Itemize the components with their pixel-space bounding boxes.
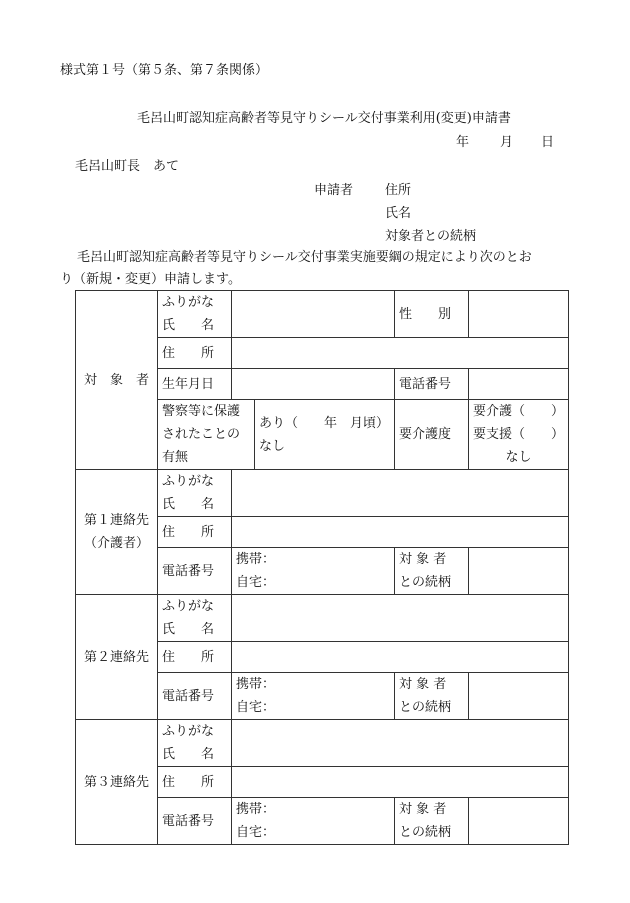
target-gender-label: 性 別 xyxy=(395,291,469,338)
contact3-furigana-name-label xyxy=(158,720,232,767)
applicant-relation-label: 対象者との続柄 xyxy=(385,229,477,244)
care-support-option[interactable]: 要支援（ ） xyxy=(473,427,565,442)
target-address-label: 住 所 xyxy=(158,338,232,369)
form-title: 毛呂山町認知症高齢者等見守りシール交付事業利用(変更)申請書 xyxy=(137,111,511,126)
contact1-furigana-name-label xyxy=(158,470,232,517)
contact2-phone-label: 電話番号 xyxy=(158,673,232,720)
contact3-name-label: 氏 名 xyxy=(162,747,215,762)
contact3-relation-line2: との続柄 xyxy=(399,825,452,840)
contact3-header: 第３連絡先 xyxy=(76,720,158,845)
target-birthdate-label: 生年月日 xyxy=(158,369,232,400)
care-degree-label: 要介護度 xyxy=(395,400,469,470)
contact2-furigana-label: ふりがな xyxy=(162,599,215,614)
contact1-header xyxy=(76,470,158,595)
contact2-name-label: 氏 名 xyxy=(162,622,215,637)
contact3-phone-field[interactable] xyxy=(232,798,395,845)
target-furigana-name-label xyxy=(158,291,232,338)
contact1-relation-field[interactable] xyxy=(469,548,569,595)
contact1-header-line2: （介護者） xyxy=(83,536,149,551)
contact1-furigana-label: ふりがな xyxy=(162,474,215,489)
care-degree-options[interactable] xyxy=(469,400,569,470)
care-need-option[interactable]: 要介護（ ） xyxy=(473,404,565,419)
police-protection-options[interactable] xyxy=(255,400,395,470)
contact3-address-label: 住 所 xyxy=(158,767,232,798)
contact2-home-label: 自宅： xyxy=(236,700,276,715)
contact3-relation-field[interactable] xyxy=(469,798,569,845)
target-name-label: 氏 名 xyxy=(162,318,215,333)
date-month: 月 xyxy=(500,135,514,150)
contact1-address-label: 住 所 xyxy=(158,517,232,548)
applicant-address-label: 住所 xyxy=(385,183,412,198)
contact3-home-label: 自宅： xyxy=(236,825,276,840)
contact2-address-field[interactable] xyxy=(232,642,569,673)
contact1-name-label: 氏 名 xyxy=(162,497,215,512)
contact2-relation-label xyxy=(395,673,469,720)
applicant-name-label: 氏名 xyxy=(385,206,412,221)
application-table xyxy=(75,290,569,845)
contact3-relation-label xyxy=(395,798,469,845)
contact3-name-field[interactable] xyxy=(232,720,569,767)
contact1-phone-label: 電話番号 xyxy=(158,548,232,595)
contact1-header-line1: 第１連絡先 xyxy=(83,513,149,528)
contact3-address-field[interactable] xyxy=(232,767,569,798)
contact3-furigana-label: ふりがな xyxy=(162,724,215,739)
target-phone-field[interactable] xyxy=(469,369,569,400)
target-address-field[interactable] xyxy=(232,338,569,369)
contact2-phone-field[interactable] xyxy=(232,673,395,720)
body-text-line1: 毛呂山町認知症高齢者等見守りシール交付事業実施要綱の規定により次のとお xyxy=(77,250,532,265)
addressee: 毛呂山町長 あて xyxy=(75,159,180,174)
police-protection-label xyxy=(158,400,255,470)
contact3-relation-line1: 対 象 者 xyxy=(399,802,447,817)
contact1-name-field[interactable] xyxy=(232,470,569,517)
contact3-phone-label: 電話番号 xyxy=(158,798,232,845)
police-label-line2: されたことの xyxy=(162,427,241,442)
contact1-relation-label xyxy=(395,548,469,595)
contact1-relation-line1: 対 象 者 xyxy=(399,552,447,567)
target-birthdate-field[interactable] xyxy=(232,369,395,400)
contact1-address-field[interactable] xyxy=(232,517,569,548)
target-furigana-label: ふりがな xyxy=(162,295,215,310)
target-header: 対 象 者 xyxy=(76,291,158,470)
date-year: 年 xyxy=(456,135,470,150)
police-label-line1: 警察等に保護 xyxy=(162,404,241,419)
police-no-option[interactable]: なし xyxy=(259,438,286,454)
body-text-line2: り（新規・変更）申請します。 xyxy=(60,272,241,287)
contact2-relation-field[interactable] xyxy=(469,673,569,720)
contact2-address-label: 住 所 xyxy=(158,642,232,673)
target-gender-field[interactable] xyxy=(469,291,569,338)
applicant-label: 申請者 xyxy=(314,183,354,198)
care-none-option[interactable]: なし xyxy=(505,450,532,465)
police-yes-option[interactable]: あり（ 年 月頃） xyxy=(259,415,390,431)
contact2-furigana-name-label xyxy=(158,595,232,642)
contact2-name-field[interactable] xyxy=(232,595,569,642)
contact2-relation-line2: との続柄 xyxy=(399,700,452,715)
date-day: 日 xyxy=(541,135,555,150)
contact2-relation-line1: 対 象 者 xyxy=(399,677,447,692)
police-label-line3: 有無 xyxy=(162,450,189,465)
contact2-mobile-label: 携帯： xyxy=(236,677,276,692)
contact1-home-label: 自宅： xyxy=(236,575,276,590)
contact1-mobile-label: 携帯： xyxy=(236,552,276,567)
contact3-mobile-label: 携帯： xyxy=(236,802,276,817)
target-name-field[interactable] xyxy=(232,291,395,338)
form-number: 様式第１号（第５条、第７条関係） xyxy=(60,63,269,78)
contact2-header: 第２連絡先 xyxy=(76,595,158,720)
contact1-phone-field[interactable] xyxy=(232,548,395,595)
target-phone-label: 電話番号 xyxy=(395,369,469,400)
contact1-relation-line2: との続柄 xyxy=(399,575,452,590)
